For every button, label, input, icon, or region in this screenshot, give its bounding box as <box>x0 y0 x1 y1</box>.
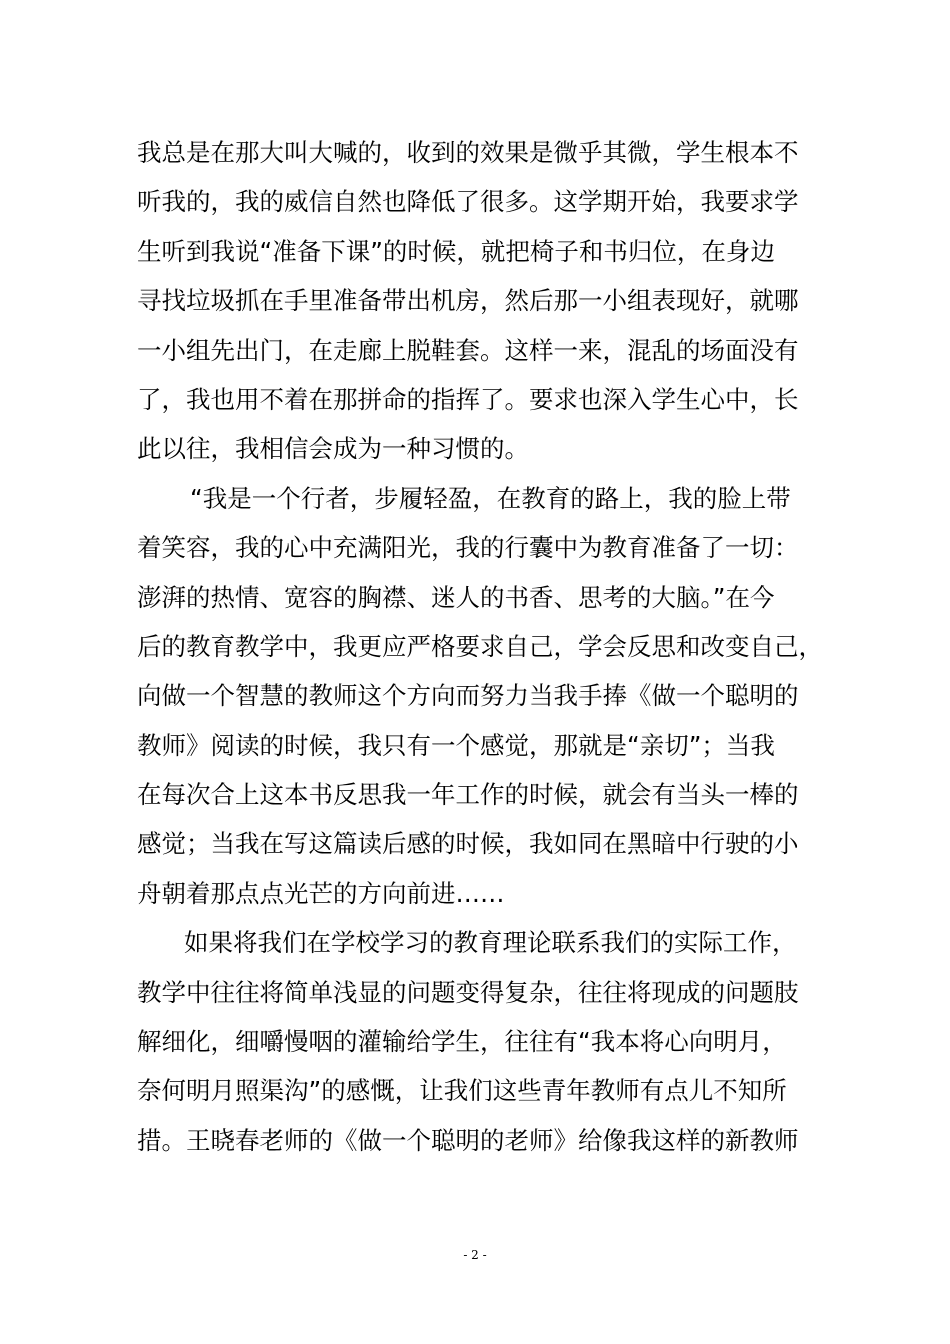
page-number: - 2 - <box>463 1248 487 1262</box>
text-line: 奈何明月照渠沟”的感慨，让我们这些青年教师有点儿不知所 <box>137 1076 787 1106</box>
text-line: 教师》阅读的时候，我只有一个感觉，那就是“亲切”；当我 <box>137 730 775 760</box>
text-line: 我总是在那大叫大喊的，收到的效果是微乎其微，学生根本不 <box>137 138 799 167</box>
text-line: 措。王晓春老师的《做一个聪明的老师》给像我这样的新教师 <box>137 1125 799 1155</box>
text-line: 了，我也用不着在那拼命的指挥了。要求也深入学生心中，长 <box>137 384 799 414</box>
text-line: 感觉；当我在写这篇读后感的时候，我如同在黑暗中行驶的小 <box>137 829 799 859</box>
text-line: 寻找垃圾抓在手里准备带出机房，然后那一小组表现好，就哪 <box>137 286 799 316</box>
paragraph-start-line: 如果将我们在学校学习的教育理论联系我们的实际工作， <box>184 928 797 958</box>
text-line: 在每次合上这本书反思我一年工作的时候，就会有当头一棒的 <box>137 780 799 810</box>
text-line: 着笑容，我的心中充满阳光，我的行囊中为教育准备了一切： <box>137 533 799 563</box>
paragraph-start-line: “我是一个行者，步履轻盈，在教育的路上，我的脸上带 <box>190 483 791 513</box>
body-text <box>137 128 823 1165</box>
text-line: 解细化，细嚼慢咽的灌输给学生，往往有“我本将心向明月， <box>137 1027 787 1057</box>
text-line: 舟朝着那点点光芒的方向前进…… <box>137 878 505 908</box>
text-line: 生听到我说“准备下课”的时候，就把椅子和书归位，在身边 <box>137 236 775 266</box>
text-line: 后的教育教学中，我更应严格要求自己，学会反思和改变自己， <box>137 631 823 661</box>
text-line: 澎湃的热情、宽容的胸襟、迷人的书香、思考的大脑。”在今 <box>137 582 775 612</box>
text-line: 教学中往往将简单浅显的问题变得复杂，往往将现成的问题肢 <box>137 977 799 1007</box>
text-line: 此以往，我相信会成为一种习惯的。 <box>137 434 529 464</box>
text-line: 听我的，我的威信自然也降低了很多。这学期开始，我要求学 <box>137 187 799 217</box>
text-line: 一小组先出门，在走廊上脱鞋套。这样一来，混乱的场面没有 <box>137 335 799 365</box>
text-line: 向做一个智慧的教师这个方向而努力当我手捧《做一个聪明的 <box>137 681 799 711</box>
